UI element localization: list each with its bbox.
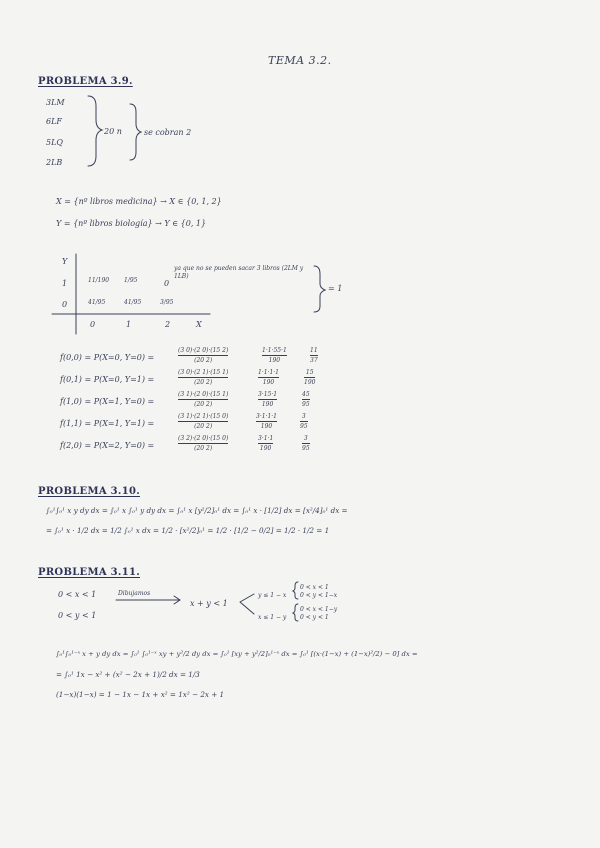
integral-line: ∫₀¹∫₀¹⁻ˣ x + y dy dx = ∫₀¹ ∫₀¹⁻ˣ xy + y²/2 dy dx = ∫₀¹ [xy + y²/2]₀¹⁻ˣ dx = ∫₀¹ [(x·(1−x) + (1−x)²/2) − 0] dx = <box>56 650 418 658</box>
prob-lhs: f(1,0) = P(X=1, Y=0) = <box>60 397 155 406</box>
branch-brace-1 <box>293 582 298 599</box>
table-cell: 3/95 <box>160 299 174 306</box>
integral-line: = ∫₀¹ x · 1/2 dx = 1/2 ∫₀¹ x dx = 1/2 · [x²/2]₀¹ = 1/2 · [1/2 − 0/2] = 1/2 · 1/2 = 1 <box>46 526 330 535</box>
brace-left <box>88 96 102 166</box>
prob-lhs: f(2,0) = P(X=2, Y=0) = <box>60 441 155 450</box>
book-item: 3LM <box>46 98 65 107</box>
frac-num: 11 <box>310 347 318 354</box>
prob-lhs: f(0,0) = P(X=0, Y=0) = <box>60 353 155 362</box>
table-col-label: 2 <box>165 320 171 329</box>
region-text: x + y < 1 <box>190 599 228 608</box>
table-note: ya que no se pueden sacar 3 libros (2LM y 1LB) <box>174 265 304 280</box>
book-item: 5LQ <box>46 138 63 147</box>
book-item: 6LF <box>46 117 62 126</box>
frac-den: 190 <box>259 445 272 452</box>
frac-den: 95 <box>300 423 308 430</box>
frac-den: 95 <box>302 401 310 408</box>
frac-num: 3·1·1·1 <box>256 413 277 420</box>
table-cell: 1/95 <box>124 277 138 284</box>
condition: 0 < x < 1 <box>58 590 97 599</box>
expansion-line: (1−x)(1−x) = 1 − 1x − 1x + x² = 1x² − 2x + 1 <box>56 690 225 699</box>
frac-num: (3 0)·(2 0)·(15 2) <box>178 347 229 354</box>
frac-num: 1·1·1·1 <box>258 369 279 376</box>
branch-text: 0 < x < 1−y <box>300 606 338 613</box>
frac-num: 1·1·55·1 <box>262 347 287 354</box>
table-cell: 0 <box>164 279 170 288</box>
frac-den: 37 <box>310 357 318 364</box>
branch-text: x ≤ 1 − y <box>258 614 287 621</box>
frac-den: 190 <box>260 423 273 430</box>
problem-3-11-heading: PROBLEMA 3.11. <box>38 567 140 578</box>
book-item: 2LB <box>46 158 63 167</box>
prob-lhs: f(0,1) = P(X=0, Y=1) = <box>60 375 155 384</box>
table-col-label: 0 <box>90 320 96 329</box>
table-cell: 41/95 <box>124 299 142 306</box>
definition-x: X = {nº libros medicina} → X ∈ {0, 1, 2} <box>56 197 222 206</box>
table-y-axis: Y <box>62 257 68 266</box>
problem-3-10-heading: PROBLEMA 3.10. <box>38 486 140 497</box>
frac-den: (20 2) <box>194 357 213 364</box>
frac-den: 190 <box>262 379 275 386</box>
problem-3-9-heading: PROBLEMA 3.9. <box>38 76 133 87</box>
page-title: TEMA 3.2. <box>268 54 332 67</box>
frac-den: 95 <box>302 445 310 452</box>
table-row-label: 0 <box>62 300 68 309</box>
question-text: se cobran 2 <box>144 128 192 137</box>
table-x-axis: X <box>196 320 202 329</box>
integral-line: ∫₀¹∫₀¹ x y dy dx = ∫₀¹ x ∫₀¹ y dy dx = ∫₀¹ x [y²/2]₀¹ dx = ∫₀¹ x · [1/2] dx = [x²/4]₀¹ dx = <box>46 506 348 515</box>
brace-label: 20 n <box>104 127 122 136</box>
brace-right <box>130 104 141 160</box>
branch-text: y ≤ 1 − x <box>258 592 287 599</box>
frac-num: (3 1)·(2 1)·(15 0) <box>178 413 229 420</box>
frac-num: 45 <box>302 391 310 398</box>
frac-num: 15 <box>305 369 314 376</box>
frac-den: (20 2) <box>194 445 213 452</box>
frac-den: (20 2) <box>194 423 213 430</box>
branch-text: 0 < y < 1 <box>300 614 329 621</box>
table-cell: 41/95 <box>88 299 106 306</box>
branch-text: 0 < y < 1−x <box>300 592 338 599</box>
frac-num: (3 0)·(2 1)·(15 1) <box>178 369 229 376</box>
sum-brace <box>314 266 325 312</box>
branch-brace-2 <box>293 604 298 621</box>
frac-den: 190 <box>261 401 274 408</box>
arrow-label: Dibujamos <box>118 590 151 597</box>
definition-y: Y = {nº libros biología} → Y ∈ {0, 1} <box>56 219 207 228</box>
table-col-label: 1 <box>126 320 132 329</box>
frac-den: 190 <box>304 379 316 386</box>
frac-num: 3·1·1 <box>258 435 274 442</box>
arrow-dibujamos <box>116 596 180 604</box>
frac-den: 190 <box>268 357 281 364</box>
frac-num: 3·15·1 <box>258 391 278 398</box>
branch-lines <box>240 594 254 614</box>
integral-line: = ∫₀¹ 1x − x² + (x² − 2x + 1)/2 dx = 1/3 <box>56 670 200 679</box>
table-sum: = 1 <box>328 284 343 293</box>
table-row-label: 1 <box>62 279 68 288</box>
frac-den: (20 2) <box>194 379 213 386</box>
branch-text: 0 < x < 1 <box>300 584 329 591</box>
frac-num: (3 2)·(2 0)·(15 0) <box>178 435 229 442</box>
frac-num: 3 <box>303 435 308 442</box>
frac-num: (3 1)·(2 0)·(15 1) <box>178 391 229 398</box>
condition: 0 < y < 1 <box>58 611 97 620</box>
table-cell: 11/190 <box>88 277 110 284</box>
frac-den: (20 2) <box>194 401 213 408</box>
prob-lhs: f(1,1) = P(X=1, Y=1) = <box>60 419 155 428</box>
frac-num: 3 <box>301 413 306 420</box>
